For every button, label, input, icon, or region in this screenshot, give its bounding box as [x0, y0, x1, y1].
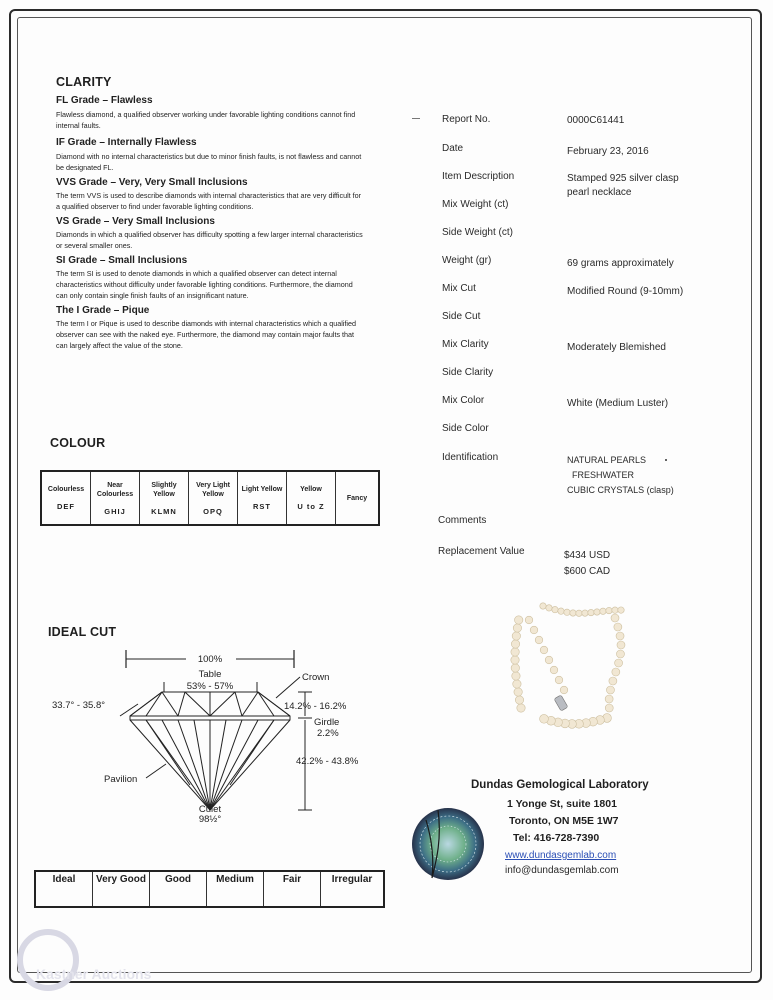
pearl [611, 614, 619, 622]
diamond-cut-diagram [40, 640, 380, 830]
cut-grade-cell: Ideal [35, 871, 93, 907]
pearl [540, 646, 548, 654]
lab-website-link[interactable]: www.dundasgemlab.com [505, 850, 617, 861]
weight-label: Weight (gr) [442, 255, 492, 266]
colour-cell [238, 471, 287, 525]
grade-description: The term I or Pique is used to describe diamonds with internal characteristics which a qualified observer can see with the naked eye. Furthermore, the diamond may contain major faults that can largely affect the value of the stone. [56, 319, 357, 350]
replacement-value-value: $434 USD $600 CAD [564, 550, 611, 577]
pearl [609, 677, 617, 685]
pearl [600, 608, 606, 614]
pearl [511, 648, 519, 656]
crown-label: Crown [302, 672, 330, 683]
date-label: Date [442, 143, 464, 154]
crown-facet [242, 692, 258, 716]
mix-clarity-value: Moderately Blemished [567, 342, 666, 353]
pearl [540, 714, 549, 723]
pavilion-label: Pavilion [104, 774, 138, 785]
report-tick [412, 118, 420, 119]
side-clarity-label: Side Clarity [442, 367, 494, 378]
table-label: Table [198, 669, 222, 680]
lab-email: info@dundasgemlab.com [505, 865, 619, 876]
pearl [517, 704, 525, 712]
pearl [618, 607, 624, 613]
replacement-value-label: Replacement Value [438, 546, 525, 557]
weight-value: 69 grams approximately [567, 258, 674, 269]
colour-cell [140, 471, 189, 525]
pavilion-pointer [146, 764, 166, 778]
pearl [617, 641, 625, 649]
crown-facet [235, 692, 242, 716]
pearl [552, 606, 558, 612]
pearl [555, 676, 563, 684]
colour-grade: RST [253, 502, 271, 511]
pearl [545, 656, 553, 664]
colour-label: Colourless [47, 486, 85, 493]
colour-cell [336, 471, 380, 525]
colour-cell [287, 471, 336, 525]
colour-label: Slightly Yellow [151, 481, 177, 498]
grade-description: Diamonds in which a qualified observer has difficulty spotting a few larger internal characteristics or several smaller ones. [56, 230, 363, 250]
date-value: February 23, 2016 [567, 146, 649, 157]
clarity-grades [56, 95, 366, 351]
crown-facet [130, 692, 162, 716]
grade-description: The term VVS is used to describe diamonds with internal characteristics that are very difficult for a qualified observer to find under favorable lighting conditions. [56, 191, 362, 211]
pearl [512, 672, 520, 680]
crown-facet [258, 692, 274, 716]
girdle-label: Girdle [314, 717, 340, 728]
colour-grade: GHIJ [104, 506, 126, 516]
grade-pique [56, 305, 366, 351]
crown-facet [185, 692, 210, 716]
pearl [513, 624, 521, 632]
necklace-clasp [554, 695, 568, 711]
pearl [605, 704, 613, 712]
pearl [570, 610, 576, 616]
colour-cell [189, 471, 238, 525]
pearl [513, 680, 521, 688]
colour-label: Yellow [300, 486, 322, 493]
pavilion-facet [162, 720, 210, 810]
grade-description: The term SI is used to denote diamonds in which a qualified observer can detect internal characteristics without difficulty under favorable lighting conditions. Furthermore, the diamond can only contain single finish faults of an insignificant nature. [56, 269, 353, 300]
pearl [511, 664, 519, 672]
pearl [550, 666, 558, 674]
pearl [576, 610, 582, 616]
side-cut-label: Side Cut [442, 311, 481, 322]
stray-dot [665, 459, 667, 461]
crown-facet [146, 692, 162, 716]
grade-vvs [56, 177, 366, 212]
table-range: 53% - 57% [186, 681, 234, 692]
pearl [564, 609, 570, 615]
pearl [582, 610, 588, 616]
pavilion-facet [146, 720, 190, 785]
pavilion-facet [230, 720, 274, 785]
cut-grade-table [34, 870, 385, 908]
total-label: 100% [197, 654, 223, 665]
pearl [514, 688, 522, 696]
pearl [530, 626, 538, 634]
pearl [616, 650, 624, 658]
pearl [605, 695, 613, 703]
pearl [558, 608, 564, 614]
pearl [612, 607, 618, 613]
pearl [512, 632, 520, 640]
ideal-cut-heading: IDEAL CUT [48, 625, 117, 639]
grade-title: VS Grade – Very Small Inclusions [56, 216, 215, 227]
crown-facet [178, 692, 185, 716]
colour-heading: COLOUR [50, 436, 106, 450]
pearl [540, 603, 546, 609]
lab-name: Dundas Gemological Laboratory [471, 779, 649, 791]
pearl [560, 686, 568, 694]
lab-address1: 1 Yonge St, suite 1801 [507, 798, 617, 810]
crown-height-label: 14.2% - 16.2% [284, 701, 347, 712]
pearl [546, 605, 552, 611]
colour-grade: U to Z [297, 502, 325, 511]
pavilion-facet [210, 720, 226, 810]
pearl [616, 632, 624, 640]
pearl [614, 623, 622, 631]
colour-scale-table [40, 470, 380, 526]
colour-label: Very Light Yellow [196, 481, 230, 498]
pearl [606, 686, 614, 694]
colour-label: Light Yellow [241, 486, 283, 493]
colour-label: Fancy [346, 494, 368, 502]
grade-fl [56, 95, 366, 131]
pearl [535, 636, 543, 644]
diamond-outline [130, 692, 290, 810]
grade-title: IF Grade – Internally Flawless [56, 137, 197, 148]
mix-cut-value: Modified Round (9-10mm) [567, 286, 684, 297]
cut-grade-cell: Fair [264, 871, 321, 907]
cut-grade-cell: Good [150, 871, 207, 907]
culet-label: Culet [198, 804, 222, 815]
grade-if [56, 137, 366, 173]
seal-disc [412, 808, 484, 880]
colour-cell [41, 471, 91, 525]
girdle-value: 2.2% [317, 728, 339, 739]
grade-title: SI Grade – Small Inclusions [56, 255, 188, 266]
side-weight-label: Side Weight (ct) [442, 227, 513, 238]
report-no-label: Report No. [442, 114, 491, 125]
pearl [511, 656, 519, 664]
crown-facet [210, 692, 235, 716]
colour-label: Near Colourless [96, 481, 134, 498]
grade-title: The I Grade – Pique [56, 305, 150, 316]
culet-value: 98½° [198, 814, 222, 825]
pavilion-depth-label: 42.2% - 43.8% [296, 756, 359, 767]
pavilion-facet [194, 720, 210, 810]
pearl [612, 668, 620, 676]
item-description-value: Stamped 925 silver clasp pearl necklace [567, 173, 679, 198]
crown-angle-pointer [120, 704, 138, 716]
grade-description: Flawless diamond, a qualified observer working under favorable lighting conditions cannot find internal faults. [56, 110, 356, 130]
mix-color-label: Mix Color [442, 395, 485, 406]
grade-si [56, 255, 366, 301]
mix-clarity-label: Mix Clarity [442, 339, 489, 350]
pavilion-facet [178, 720, 210, 810]
kastner-auctions-watermark [8, 925, 152, 995]
pavilion-facet [210, 720, 242, 810]
side-color-label: Side Color [442, 423, 489, 434]
crown-angle-label: 33.7° - 35.8° [52, 700, 106, 711]
pearl [606, 607, 612, 613]
pearl [588, 609, 594, 615]
cut-grade-cell: Medium [207, 871, 264, 907]
identification-label: Identification [442, 452, 499, 463]
identification-value: NATURAL PEARLS FRESHWATER CUBIC CRYSTALS (clasp) [567, 455, 674, 495]
pavilion-facet [210, 720, 258, 810]
colour-grade: KLMN [151, 506, 177, 516]
report-no-value: 0000C61441 [567, 115, 625, 126]
grade-title: FL Grade – Flawless [56, 95, 153, 106]
grade-description: Diamond with no internal characteristics but due to minor finish faults, is not flawless and cannot be designated FL. [56, 152, 362, 172]
grade-vs [56, 216, 366, 251]
pearl [515, 616, 523, 624]
lab-phone: Tel: 416-728-7390 [513, 832, 600, 844]
item-description-label: Item Description [442, 171, 515, 182]
mix-cut-label: Mix Cut [442, 283, 476, 294]
colour-cell [91, 471, 140, 525]
colour-grade: DEF [57, 502, 75, 511]
cut-grade-cell: Very Good [93, 871, 150, 907]
pearl [511, 640, 519, 648]
cut-grade-cell: Irregular [321, 871, 385, 907]
mix-weight-label: Mix Weight (ct) [442, 199, 509, 210]
comments-label: Comments [438, 515, 487, 526]
pearl [525, 616, 533, 624]
watermark-text: Kastner Auctions [36, 966, 152, 982]
hologram-seal [398, 800, 498, 890]
pearl [515, 696, 523, 704]
pearl-necklace-photo [495, 600, 655, 750]
pearl [615, 659, 623, 667]
pearl [594, 609, 600, 615]
pearl-strand [511, 603, 625, 729]
crown-pointer [276, 677, 300, 698]
clarity-heading: CLARITY [56, 75, 112, 89]
crown-facet [162, 692, 178, 716]
grade-title: VVS Grade – Very, Very Small Inclusions [56, 177, 248, 188]
colour-grade: OPQ [203, 506, 223, 516]
lab-address2: Toronto, ON M5E 1W7 [509, 815, 619, 827]
mix-color-value: White (Medium Luster) [567, 398, 669, 409]
